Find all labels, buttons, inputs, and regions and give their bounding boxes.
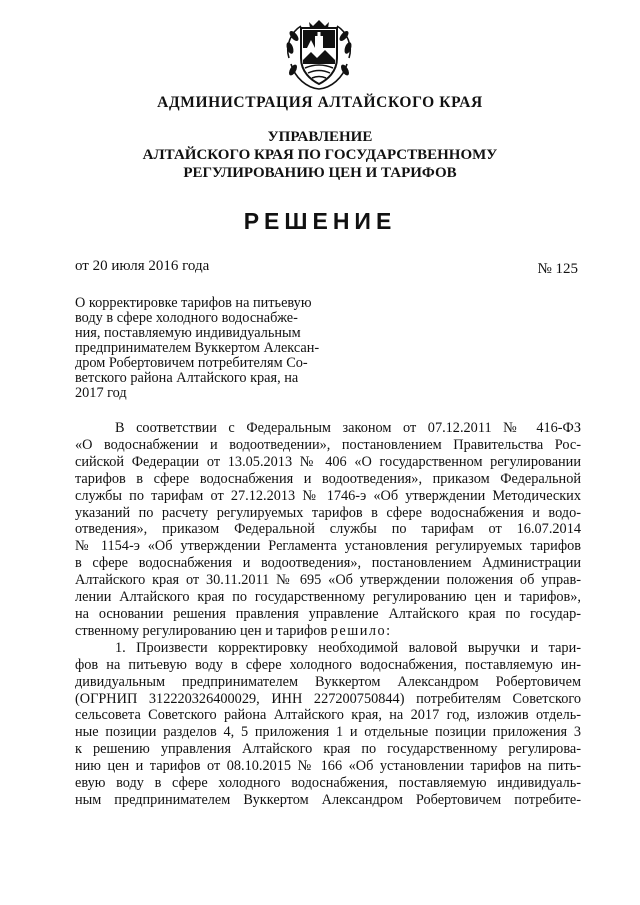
body-line: дивидуальным предпринимателем Вуккертом Александром Робертовичем bbox=[75, 673, 581, 690]
document-subject bbox=[75, 296, 337, 401]
subject-line: О корректировке тарифов на питьевую bbox=[75, 295, 312, 311]
document-body bbox=[75, 420, 581, 809]
body-line: указаний по расчету регулируемых тарифов в сфере водоснабжения и водо- bbox=[75, 504, 581, 521]
decided-word: решило: bbox=[330, 622, 392, 639]
body-line: ные позиции разделов 4, 5 приложения 1 и отдельные позиции приложения 3 bbox=[75, 724, 581, 741]
body-line: сельсовета Советского района Алтайского края, на 2017 год, изложив отдель- bbox=[75, 707, 581, 724]
department-line: АЛТАЙСКОГО КРАЯ ПО ГОСУДАРСТВЕННОМУ bbox=[142, 147, 498, 163]
body-line: 1. Произвести корректировку необходимой валовой выручки и тари- bbox=[115, 639, 581, 656]
body-line: (ОГРНИП 312220326400029, ИНН 227200750844) потребителям Советского bbox=[75, 690, 581, 707]
body-line: В соответствии с Федеральным законом от 07.12.2011 № 416-ФЗ bbox=[115, 420, 581, 436]
coat-of-arms-icon bbox=[281, 18, 357, 92]
body-line: тарифов в сфере водоснабжения и водоотведения», приказом Федеральной bbox=[75, 470, 581, 487]
body-line: сийской Федерации от 13.05.2013 № 406 «О государственном регулировании bbox=[75, 453, 581, 470]
subject-line: дром Робертовичем потребителям Со- bbox=[75, 355, 308, 371]
department-name bbox=[0, 128, 640, 182]
body-line: фов на питьевую воду в сфере холодного водоснабжения, поставляемую ин- bbox=[75, 656, 581, 673]
body-line: № 1154-э «Об утверждении Регламента установления регулируемых тарифов bbox=[75, 538, 581, 555]
subject-line: воду в сфере холодного водоснабже- bbox=[75, 310, 298, 326]
department-line: РЕГУЛИРОВАНИЮ ЦЕН И ТАРИФОВ bbox=[183, 165, 457, 181]
body-line: ным предпринимателем Вуккертом Александром Робертовичем потребите- bbox=[75, 791, 581, 808]
subject-line: предпринимателем Вуккертом Алексан- bbox=[75, 340, 320, 356]
subject-line: ветского района Алтайского края, на bbox=[75, 370, 299, 386]
body-line: «О водоснабжении и водоотведении», постановлением Правительства Рос- bbox=[75, 436, 581, 453]
body-line: службы по тарифам от 27.12.2013 № 1746-э «Об утверждении Методических bbox=[75, 487, 581, 504]
body-line: в сфере водоснабжения и водоотведения», постановлением Администрации bbox=[75, 555, 581, 572]
subject-line: 2017 год bbox=[75, 385, 127, 401]
subject-line: ния, поставляемую индивидуальным bbox=[75, 325, 301, 341]
body-line bbox=[75, 623, 581, 640]
document-date: от 20 июля 2016 года bbox=[75, 258, 210, 274]
body-line: на основании решения правления управление Алтайского края по государ- bbox=[75, 605, 581, 622]
body-line: Алтайского края от 30.11.2011 № 695 «Об утверждении положения об управ- bbox=[75, 572, 581, 589]
body-line: лении Алтайского края по государственному регулированию цен и тарифов», bbox=[75, 589, 581, 606]
body-line-text: ственному регулированию цен и тарифов bbox=[75, 622, 328, 639]
organization-name: АДМИНИСТРАЦИЯ АЛТАЙСКОГО КРАЯ bbox=[157, 94, 483, 111]
body-line: отведения», приказом Федеральной службы по тарифам от 16.07.2014 bbox=[75, 521, 581, 538]
body-line: нию цен и тарифов от 08.10.2015 № 166 «Об установлении тарифов на пить- bbox=[75, 758, 581, 775]
document-title: РЕШЕНИЕ bbox=[243, 208, 397, 234]
body-line: евую воду в сфере холодного водоснабжения, поставляемую индивидуаль- bbox=[75, 775, 581, 792]
department-line: УПРАВЛЕНИЕ bbox=[267, 129, 373, 145]
document-number: № 125 bbox=[537, 261, 578, 277]
body-line: к решению управления Алтайского края по государственному регулирова- bbox=[75, 741, 581, 758]
